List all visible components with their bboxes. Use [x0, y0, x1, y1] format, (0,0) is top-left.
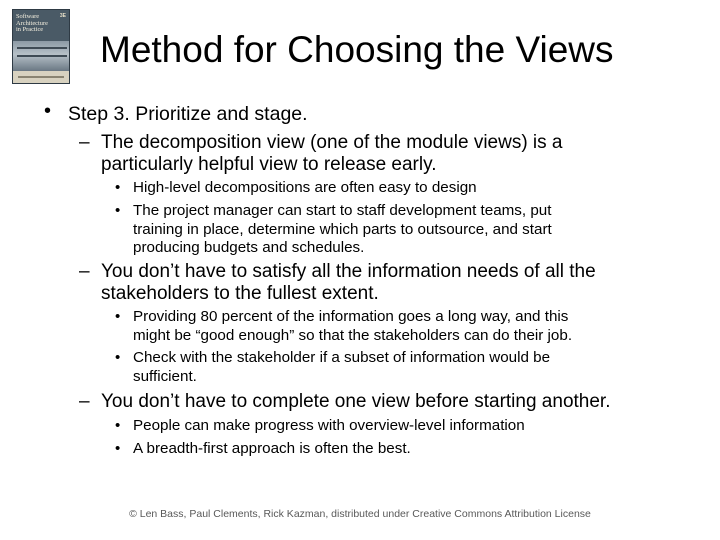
item-2-text: You don’t have to satisfy all the information needs of all the stakeholders to the fullest extent.: [101, 261, 596, 304]
sub-bullet: •: [115, 202, 121, 219]
item-2-sub-2: Check with the stakeholder if a subset of information would be sufficient.: [133, 349, 551, 385]
sub-bullet: •: [115, 308, 121, 325]
item-1-sub-1: High-level decompositions are often easy to design: [133, 179, 477, 196]
step-bullet: •: [44, 100, 52, 122]
sub-bullet: •: [115, 440, 121, 457]
step-heading: Step 3. Prioritize and stage.: [68, 103, 308, 125]
dash-bullet: –: [79, 391, 90, 412]
sub-bullet: •: [115, 349, 121, 366]
book-cover-edition: 3E: [59, 13, 66, 19]
copyright-footer: © Len Bass, Paul Clements, Rick Kazman, distributed under Creative Commons Attribution License: [129, 508, 591, 520]
dash-bullet: –: [79, 132, 90, 153]
item-1-sub-2: The project manager can start to staff development teams, put training in place, determine which parts to outsource, and start producing budgets and schedules.: [133, 202, 552, 256]
book-cover-image: [12, 9, 70, 84]
item-3-text: You don’t have to complete one view before starting another.: [101, 391, 611, 412]
book-cover-building-photo: [13, 41, 70, 71]
sub-bullet: •: [115, 417, 121, 434]
book-cover-title: Software Architecture in Practice: [16, 13, 48, 34]
sub-bullet: •: [115, 179, 121, 196]
item-2-sub-1: Providing 80 percent of the information goes a long way, and this might be “good enough” so that the stakeholders can do their job.: [133, 308, 573, 344]
item-3-sub-2: A breadth-first approach is often the best.: [133, 440, 411, 457]
dash-bullet: –: [79, 261, 90, 282]
book-cover-authors-strip: [13, 71, 70, 83]
item-1-text: The decomposition view (one of the module views) is a particularly helpful view to release early.: [101, 132, 563, 175]
slide-title: Method for Choosing the Views: [100, 29, 614, 70]
item-3-sub-1: People can make progress with overview-level information: [133, 417, 525, 434]
